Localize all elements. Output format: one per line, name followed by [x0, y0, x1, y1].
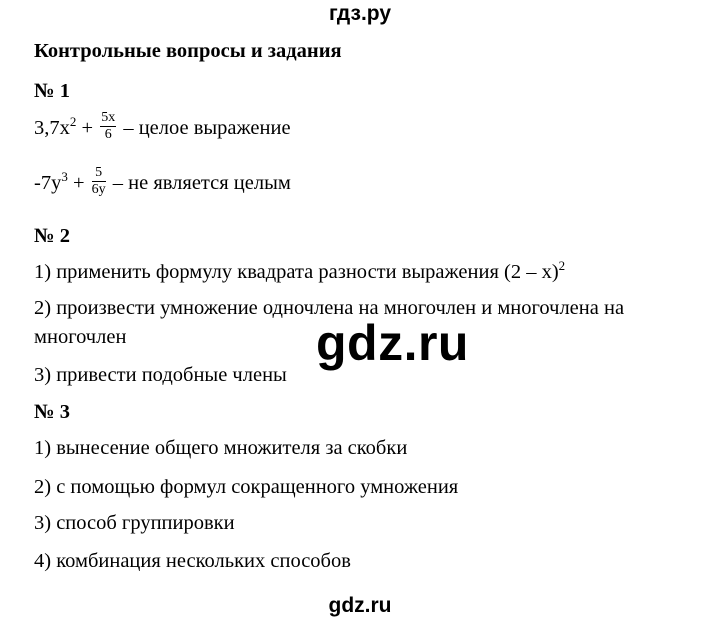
task3-item-1: 1) вынесение общего множителя за скобки	[34, 437, 408, 459]
expr2-description: – не является целым	[112, 172, 291, 195]
site-footer-label: gdz.ru	[328, 594, 392, 617]
task3-item-4: 4) комбинация нескольких способов	[34, 550, 351, 572]
expr1-operator: +	[81, 117, 94, 140]
task2-item-1	[34, 258, 566, 284]
expr1-exponent: 2	[69, 114, 77, 130]
task2-label: № 2	[34, 225, 70, 247]
task2-item-2-line-2: многочлен	[34, 326, 127, 348]
task2-item-3: 3) привести подобные члены	[34, 364, 287, 386]
expr1-description: – целое выражение	[123, 117, 291, 140]
task1-label: № 1	[34, 80, 70, 102]
task2-item-2-line-1: 2) произвести умножение одночлена на многочлен и многочлена на	[34, 297, 625, 319]
section-title: Контрольные вопросы и задания	[34, 40, 342, 62]
expr1-denominator: 6	[104, 127, 112, 142]
task3-item-3: 3) способ группировки	[34, 512, 235, 534]
expr2-coef: -7y	[34, 172, 62, 195]
expr2-denominator: 6y	[91, 182, 106, 197]
expr2-operator: +	[72, 172, 85, 195]
expr2-exponent: 3	[61, 169, 68, 185]
task2-item-1-exponent: 2	[558, 258, 566, 273]
expr2-numerator: 5	[92, 165, 106, 182]
site-header-label: гдз.ру	[328, 2, 392, 25]
task1-expression-2	[34, 165, 291, 201]
watermark: gdz.ru	[316, 315, 469, 371]
task2-item-1-text: 1) применить формулу квадрата разности выражения (2 – x)	[34, 261, 559, 283]
expr2-fraction	[92, 165, 106, 198]
task1-expression-1	[34, 110, 291, 146]
expr1-fraction	[100, 110, 116, 143]
expr1-numerator: 5x	[101, 110, 116, 125]
expr1-coef: 3,7x	[34, 117, 70, 140]
task3-item-2: 2) с помощью формул сокращенного умножения	[34, 476, 459, 498]
task3-label: № 3	[34, 401, 70, 423]
